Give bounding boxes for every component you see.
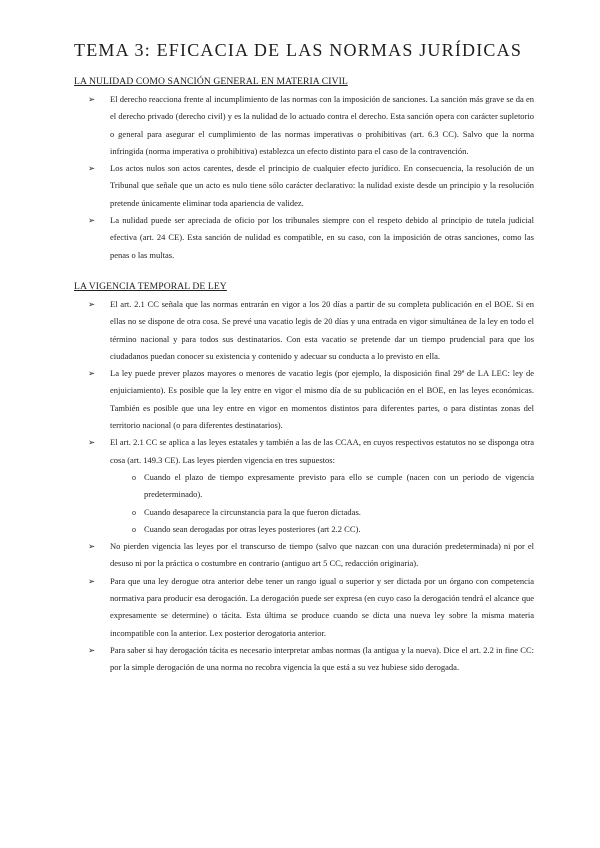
sub-item-text: Cuando desaparece la circunstancia para la que fueron dictadas. (144, 506, 361, 517)
circle-bullet-icon: o (132, 524, 136, 534)
arrow-bullet-icon: ➢ (88, 644, 96, 655)
list-item (74, 91, 534, 160)
list-item (74, 434, 534, 538)
list-item (74, 212, 534, 264)
arrow-bullet-icon: ➢ (88, 541, 96, 552)
sub-list-item (110, 521, 534, 538)
sub-item-text: Cuando sean derogadas por otras leyes posteriores (art 2.2 CC). (144, 523, 361, 534)
paragraph-text: No pierden vigencia las leyes por el transcurso de tiempo (salvo que nazcan con una duración predeterminada) ni por el desuso ni por la práctica o costumbre en contrario (antiguo art 5 CC, redacción originaria). (110, 541, 534, 569)
paragraph-text: El art. 2.1 CC señala que las normas entrarán en vigor a los 20 días a partir de su completa publicación en el BOE. Si en ellas no se dispone de otra cosa. Se prevé una vacatio legis de 20 días y una entrada en vigor simultánea de la ley en todo el término nacional y para todos sus destinatarios. Con esta vacatio se pretende dar un tiempo prudencial para que los ciudadanos puedan conocer su existencia y contenido y adecuar su conducta a lo previsto en ella. (110, 299, 534, 361)
list-item (74, 642, 534, 677)
sub-item-text: Cuando el plazo de tiempo expresamente previsto para ello se cumple (nacen con un periodo de vigencia predeterminado). (144, 471, 534, 500)
bullet-list-nulidad (74, 91, 534, 264)
bullet-list-vigencia (74, 296, 534, 677)
section-heading-nulidad: LA NULIDAD COMO SANCIÓN GENERAL EN MATERIA CIVIL (74, 76, 348, 87)
paragraph-text: Los actos nulos son actos carentes, desde el principio de cualquier efecto jurídico. En consecuencia, la resolución de un Tribunal que señale que un acto es nulo tiene sólo carácter declarativo: la nulidad existe desde un principio y la resolución pretende únicamente eliminar toda apariencia de validez. (110, 163, 534, 208)
sub-list-item (110, 469, 534, 504)
section-heading-vigencia: LA VIGENCIA TEMPORAL DE LEY (74, 281, 227, 292)
list-item (74, 573, 534, 642)
arrow-bullet-icon: ➢ (88, 215, 96, 226)
arrow-bullet-icon: ➢ (88, 299, 96, 309)
circle-bullet-icon: o (132, 507, 136, 517)
paragraph-text: Para saber si hay derogación tácita es necesario interpretar ambas normas (la antigua y la nueva). Dice el art. 2.2 in fine CC: por la simple derogación de una norma no recobra vigencia la que está a su vez hubiese sido derogada. (110, 644, 534, 673)
list-item (74, 365, 534, 434)
sub-list (110, 469, 534, 538)
arrow-bullet-icon: ➢ (88, 94, 96, 104)
arrow-bullet-icon: ➢ (88, 163, 96, 174)
arrow-bullet-icon: ➢ (88, 575, 96, 586)
list-item (74, 538, 534, 573)
list-item (74, 160, 534, 212)
circle-bullet-icon: o (132, 472, 136, 482)
paragraph-text: Para que una ley derogue otra anterior debe tener un rango igual o superior y ser dictada por un órgano con competencia normativa para producir esa derogación. La derogación puede ser expresa (en cuyo caso la derogación tendrá el alcance que expresamente se determine) o tácita. Esta última se produce cuando se dicta una nueva ley sobre la misma materia incompatible con la anterior. Lex posterior derogatoria anterior. (110, 575, 534, 638)
paragraph-text: La ley puede prever plazos mayores o menores de vacatio legis (por ejemplo, la disposición final 29ª de LA LEC: ley de enjuiciamiento). Es posible que la ley entre en vigor el mismo día de su publicación en el BOE, en las leyes económicas. También es posible que una ley entre en vigor en momentos distintos para diferentes partes, o para distintas zonas del territorio nacional (o para diferentes destinatarios). (110, 368, 534, 431)
arrow-bullet-icon: ➢ (88, 437, 96, 448)
paragraph-text: El derecho reacciona frente al incumplimiento de las normas con la imposición de sanciones. La sanción más grave se da en el derecho privado (derecho civil) y es la nulidad de lo actuado contra el derecho. Esta sanción opera con carácter supletorio o general para asegurar el cumplimiento de las normas imperativas o prohibitivas (art. 6.3 CC). Salvo que la norma infringida (norma imperativa o prohibitiva) establezca un efecto distinto para el caso de la contravención. (110, 94, 534, 156)
arrow-bullet-icon: ➢ (88, 368, 96, 379)
page-title: TEMA 3: EFICACIA DE LAS NORMAS JURÍDICAS (74, 40, 523, 60)
list-item (74, 296, 534, 365)
sub-list-item (110, 504, 534, 521)
paragraph-text: La nulidad puede ser apreciada de oficio por los tribunales siempre con el respeto debido al principio de tutela judicial efectiva (art. 24 CE). Esta sanción de nulidad es compatible, en su caso, con la imposición de otras sanciones, como las penas o las multas. (110, 215, 534, 260)
paragraph-text: El art. 2.1 CC se aplica a las leyes estatales y también a las de las CCAA, en cuyos respectivos estatutos no se disponga otra cosa (art. 149.3 CE). Las leyes pierden vigencia en tres supuestos: (110, 437, 534, 465)
